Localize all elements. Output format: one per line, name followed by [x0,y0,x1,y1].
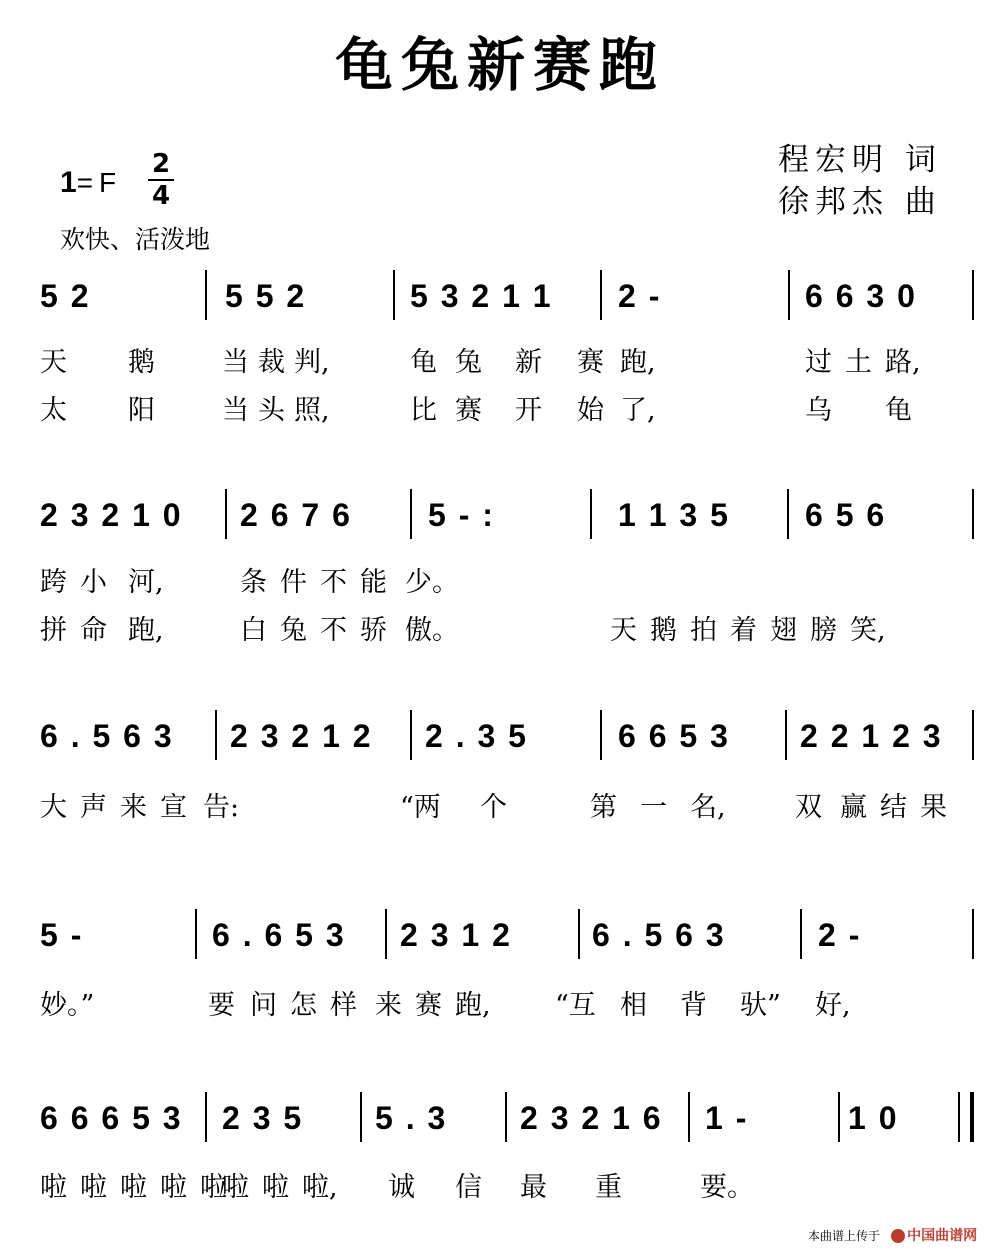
barline [688,1092,690,1142]
site-logo-icon [891,1229,905,1243]
barline [972,270,974,320]
lyric-syllable: 好, [815,990,851,1021]
lyric-syllable: 鹅 [128,347,155,378]
measure-notes: 6 . 5 6 3 [40,718,172,754]
site-logo-text: 中国曲谱网 [907,1228,978,1244]
lyric-syllable: 要。 [700,1172,754,1203]
lyric-syllable: 了, [620,395,656,426]
lyric-syllable: 照, [294,395,330,426]
measure-notes: 2 2 1 2 3 [800,718,941,754]
lyric-syllable: 赢 [840,792,867,823]
lyric-syllable: 来 [375,990,402,1021]
lyric-syllable: 样 [330,990,357,1021]
barline [787,489,789,539]
lyric-syllable: 着 [730,615,757,646]
lyric-syllable: 能 [360,567,387,598]
lyric-syllable: 太 [40,395,67,426]
lyric-syllable: 跨 [40,567,67,598]
lyric-syllable: 诚 [388,1172,415,1203]
time-signature-bottom: 4 [151,181,171,211]
lyric-syllable: 要 [208,990,235,1021]
lyric-syllable: 不 [320,615,347,646]
measure-notes: 6 . 5 6 3 [592,917,724,953]
measure-notes: 5 3 2 1 1 [410,278,551,314]
barline [600,710,602,760]
lyric-syllable: 笑, [850,615,886,646]
measure-notes: 5 5 2 [225,278,305,314]
measure-notes: 1 1 3 5 [618,497,728,533]
lyric-syllable: “互 [555,990,596,1021]
barline [970,1092,974,1142]
barline [215,710,217,760]
measure-notes: 2 3 5 [222,1100,302,1136]
lyric-syllable: 条 [240,567,267,598]
lyric-syllable: 骄 [360,615,387,646]
lyric-syllable: 赛 [455,395,482,426]
lyric-syllable: 赛 [577,347,604,378]
measure-notes: 6 . 6 5 3 [212,917,344,953]
lyric-syllable: 拍 [690,615,717,646]
lyric-syllable: 啦, [302,1172,338,1203]
lyric-syllable: 驮” [740,990,781,1021]
lyric-syllable: 重 [595,1172,622,1203]
lyric-syllable: 果 [920,792,947,823]
composer-credit: 徐邦杰 曲 [778,184,942,220]
lyric-syllable: 啦 [262,1172,289,1203]
lyric-syllable: 始 [577,395,604,426]
lyric-syllable: 龟 [410,347,437,378]
measure-notes: 5 2 [40,278,89,314]
lyric-syllable: 判, [294,347,330,378]
measure-notes: 2 3 2 1 0 [40,497,181,533]
measure-notes: 2 3 2 1 6 [520,1100,661,1136]
barline [195,909,197,959]
lyric-syllable: 啦 [222,1172,249,1203]
lyric-syllable: 拼 [40,615,67,646]
lyric-syllable: 少。 [405,567,459,598]
measure-notes: 2 - [818,917,860,953]
lyric-syllable: 比 [410,395,437,426]
lyric-syllable: 白 [240,615,267,646]
measure-notes: 5 - [40,917,82,953]
lyric-syllable: 路, [885,347,921,378]
lyric-syllable: 膀 [810,615,837,646]
measure-notes: 2 - [618,278,660,314]
measure-notes: 6 6 6 5 3 [40,1100,181,1136]
footer-text: 本曲谱上传于 [808,1229,881,1243]
barline [225,489,227,539]
barline [505,1092,507,1142]
measure-notes: 6 6 5 3 [618,718,728,754]
lyric-syllable: 跑, [620,347,656,378]
measure-notes: 5 . 3 [375,1100,446,1136]
lyric-syllable: 过 [805,347,832,378]
lyricist-credit: 程宏明 词 [778,142,942,178]
key-tonic: 1 [60,166,77,199]
lyric-syllable: 阳 [128,395,155,426]
barline [410,489,412,539]
lyric-syllable: 开 [515,395,542,426]
lyric-syllable: 大 [40,792,67,823]
lyric-syllable: 土 [845,347,872,378]
lyric-syllable: 当 [222,347,249,378]
lyric-syllable: 啦 [200,1172,227,1203]
measure-notes: 5 - : [428,497,493,533]
barline [785,710,787,760]
barline [578,909,580,959]
barline [393,270,395,320]
lyric-syllable: 龟 [885,395,912,426]
measure-notes: 2 3 2 1 2 [230,718,371,754]
measure-notes: 2 . 3 5 [425,718,526,754]
measure-notes: 1 0 [848,1100,897,1136]
lyric-syllable: 啦 [160,1172,187,1203]
lyric-syllable: 告: [203,792,240,823]
lyric-syllable: 不 [320,567,347,598]
lyric-syllable: 天 [610,615,637,646]
lyric-syllable: 一 [640,792,667,823]
lyric-syllable: 当 [222,395,249,426]
lyric-syllable: 妙。” [40,990,95,1021]
measure-notes: 6 6 3 0 [805,278,915,314]
lyric-syllable: 背 [680,990,707,1021]
barline [600,270,602,320]
lyric-syllable: 第 [590,792,617,823]
lyric-syllable: 翅 [770,615,797,646]
lyric-syllable: 兔 [280,615,307,646]
barline [590,489,592,539]
lyric-syllable: 乌 [805,395,832,426]
barline [972,710,974,760]
measure-notes: 2 3 1 2 [400,917,510,953]
site-logo [891,1228,977,1244]
tempo-marking: 欢快、活泼地 [60,225,211,254]
lyric-syllable: 相 [620,990,647,1021]
key-note: F [99,167,117,198]
lyric-syllable: 鹅 [650,615,677,646]
barline [788,270,790,320]
lyric-syllable: 结 [880,792,907,823]
lyric-syllable: 怎 [290,990,317,1021]
lyric-syllable: 来 [120,792,147,823]
lyric-syllable: 个 [480,792,507,823]
barline [972,909,974,959]
lyric-syllable: 裁 [258,347,285,378]
lyric-syllable: 信 [455,1172,482,1203]
barline [385,909,387,959]
lyric-syllable: 河, [128,567,164,598]
lyric-syllable: 头 [258,395,285,426]
lyric-syllable: “两 [400,792,441,823]
barline [205,1092,207,1142]
lyric-syllable: 赛 [415,990,442,1021]
key-equals: = [76,167,94,198]
barline [360,1092,362,1142]
measure-notes: 1 - [705,1100,747,1136]
song-title: 龟兔新赛跑 [334,31,665,99]
barline [838,1092,840,1142]
lyric-syllable: 天 [40,347,67,378]
lyric-syllable: 件 [280,567,307,598]
barline [958,1092,960,1142]
measure-notes: 2 6 7 6 [240,497,350,533]
lyric-syllable: 问 [250,990,277,1021]
measure-notes: 6 5 6 [805,497,885,533]
lyric-syllable: 宣 [160,792,187,823]
lyric-syllable: 双 [795,792,822,823]
lyric-syllable: 最 [520,1172,547,1203]
barline [410,710,412,760]
barline [205,270,207,320]
lyric-syllable: 小 [80,567,107,598]
lyric-syllable: 啦 [120,1172,147,1203]
lyric-syllable: 跑, [455,990,491,1021]
barline [800,909,802,959]
time-signature-top: 2 [151,149,171,179]
barline [972,489,974,539]
lyric-syllable: 新 [515,347,542,378]
lyric-syllable: 啦 [40,1172,67,1203]
lyric-syllable: 跑, [128,615,164,646]
lyric-syllable: 兔 [455,347,482,378]
lyric-syllable: 傲。 [405,615,459,646]
lyric-syllable: 命 [80,615,107,646]
lyric-syllable: 啦 [80,1172,107,1203]
lyric-syllable: 声 [80,792,107,823]
footer [808,1225,977,1245]
lyric-syllable: 名, [690,792,726,823]
